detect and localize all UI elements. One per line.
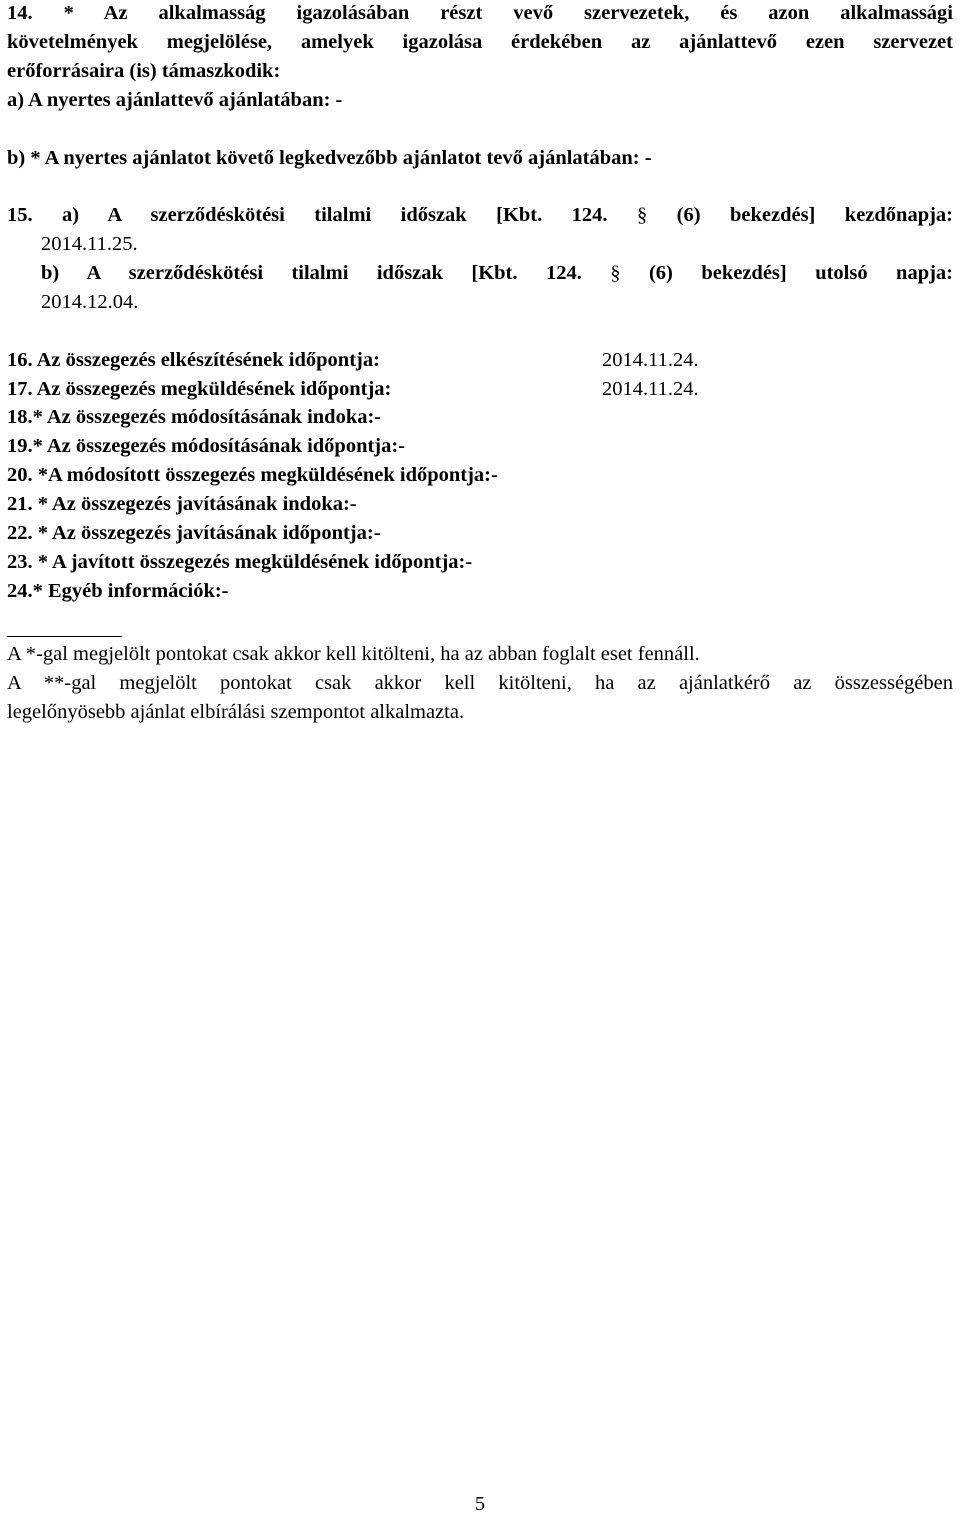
item-15-b-text: b) A szerződéskötési tilalmi időszak [Kbt. 124. — [41, 262, 582, 284]
item-17-label: 17. Az összegezés megküldésének időpontja: — [7, 378, 392, 400]
footnote-2-line-1: A **-gal megjelölt pontokat csak akkor kell kitölteni, ha az ajánlatkérő az összességében — [7, 672, 953, 694]
item-20: 20. *A módosított összegezés megküldésének időpontja:- — [7, 464, 498, 486]
item-24: 24.* Egyéb információk:- — [7, 580, 229, 602]
item-16-label: 16. Az összegezés elkészítésének időpontja: — [7, 349, 380, 371]
item-19: 19.* Az összegezés módosításának időpontja:- — [7, 435, 406, 457]
page-number: 5 — [474, 1493, 486, 1515]
footnote-2-line-2: legelőnyösebb ajánlat elbírálási szempontot alkalmazta. — [7, 701, 465, 723]
item-14-b: b) * A nyertes ajánlatot követő legkedvezőbb ajánlatot tevő ajánlatában: - — [7, 147, 652, 169]
item-18: 18.* Az összegezés módosításának indoka:- — [7, 406, 382, 428]
item-23: 23. * A javított összegezés megküldésének időpontja:- — [7, 551, 473, 573]
item-16-value: 2014.11.24. — [602, 349, 699, 371]
footnote-1: A *-gal megjelölt pontokat csak akkor kell kitölteni, ha az abban foglalt eset fennáll. — [7, 643, 700, 665]
item-14-line-1: 14. * Az alkalmasság igazolásában részt vevő szervezetek, és azon alkalmassági — [7, 2, 953, 24]
item-15-b-date: 2014.12.04. — [41, 291, 139, 313]
item-17-value: 2014.11.24. — [602, 378, 699, 400]
item-21: 21. * Az összegezés javításának indoka:- — [7, 493, 357, 515]
item-15-a-date: 2014.11.25. — [41, 233, 138, 255]
footnote-separator — [7, 636, 122, 637]
item-15-b — [41, 260, 953, 286]
item-22: 22. * Az összegezés javításának időpontja:- — [7, 522, 381, 544]
item-14-line-2: követelmények megjelölése, amelyek igazolása érdekében az ajánlattevő ezen szervezet — [7, 31, 953, 53]
item-15-b-text-2: (6) bekezdés] utolsó napja: — [648, 262, 953, 284]
item-14-line-3: erőforrásaira (is) támaszkodik: — [7, 60, 281, 82]
item-14-a: a) A nyertes ajánlattevő ajánlatában: - — [7, 89, 343, 111]
section-sign: § — [610, 262, 621, 284]
item-15-a — [7, 202, 953, 228]
item-15-a-text-2: (6) bekezdés] kezdőnapja: — [676, 204, 954, 226]
section-sign: § — [636, 204, 648, 226]
item-15-a-text: 15. a) A szerződéskötési tilalmi időszak [Kbt. 124. — [7, 204, 608, 226]
